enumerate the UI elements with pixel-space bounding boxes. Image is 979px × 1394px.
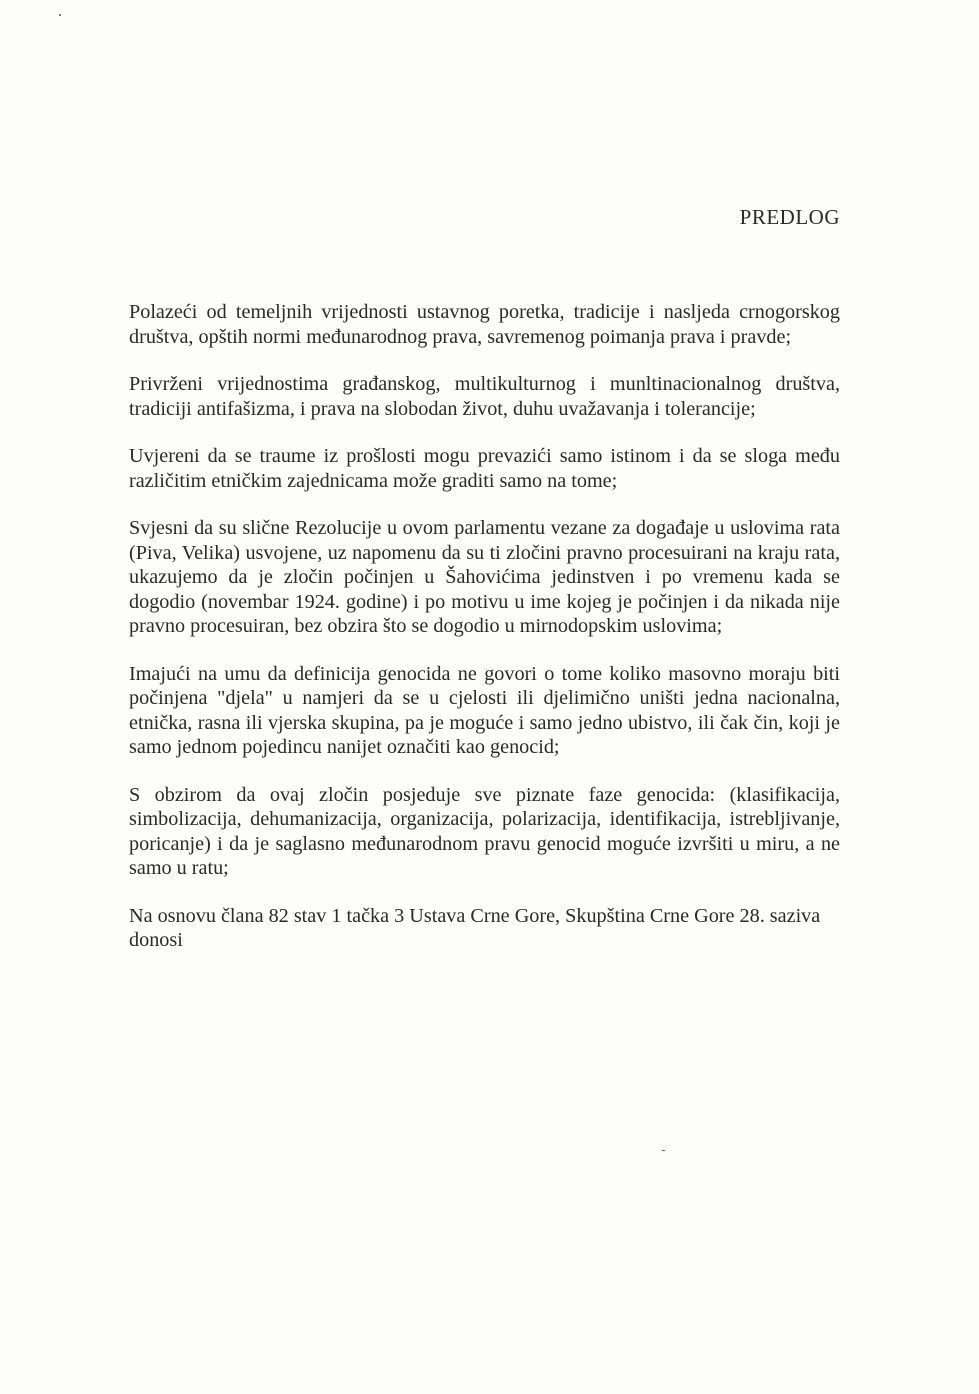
scan-speck	[662, 1150, 665, 1151]
paragraph-3: Uvjereni da se traume iz prošlosti mogu prevazići samo istinom i da se sloga među različitim etničkim zajednicama može graditi samo na tome;	[129, 445, 840, 492]
paragraph-7: Na osnovu člana 82 stav 1 tačka 3 Ustava Crne Gore, Skupština Crne Gore 28. saziva donosi	[129, 904, 821, 951]
paragraph-5: Imajući na umu da definicija genocida ne govori o tome koliko masovno moraju biti počinjena "djela" u namjeri da se u cjelosti ili djelimično uništi jedna nacionalna, etnička, rasna ili vjerska skupina, pa je moguće i samo jedno ubistvo, ili čak čin, koji je samo jednom pojedincu nanijet označiti kao genocid;	[129, 662, 840, 758]
document-body	[129, 300, 840, 976]
paragraph-4: Svjesni da su slične Rezolucije u ovom parlamentu vezane za događaje u uslovima rata (Piva, Velika) usvojene, uz napomenu da su ti zločini pravno procesuirani na kraju rata, ukazujemo da je zločin počinjen u Šahovićima jedinstven i po vremenu kada se dogodio (novembar 1924. godine) i po motivu u ime kojeg je počinjen i da nikada nije pravno procesuiran, bez obzira što se dogodio u mirnodopskim uslovima;	[129, 517, 840, 637]
paragraph-6: S obzirom da ovaj zločin posjeduje sve piznate faze genocida: (klasifikacija, simbolizacija, dehumanizacija, organizacija, polarizacija, identifikacija, istrebljivanje, poricanje) i da je saglasno međunarodnom pravu genocid moguće izvršiti u miru, a ne samo u ratu;	[129, 783, 840, 879]
scan-speck	[59, 14, 61, 16]
paragraph-2: Privrženi vrijednostima građanskog, multikulturnog i munltinacionalnog društva, tradiciji antifašizma, i prava na slobodan život, duhu uvažavanja i tolerancije;	[129, 373, 840, 420]
document-label: PREDLOG	[739, 205, 840, 229]
paragraph-1: Polazeći od temeljnih vrijednosti ustavnog poretka, tradicije i nasljeda crnogorskog društva, opštih normi međunarodnog prava, savremenog poimanja prava i pravde;	[129, 301, 840, 348]
